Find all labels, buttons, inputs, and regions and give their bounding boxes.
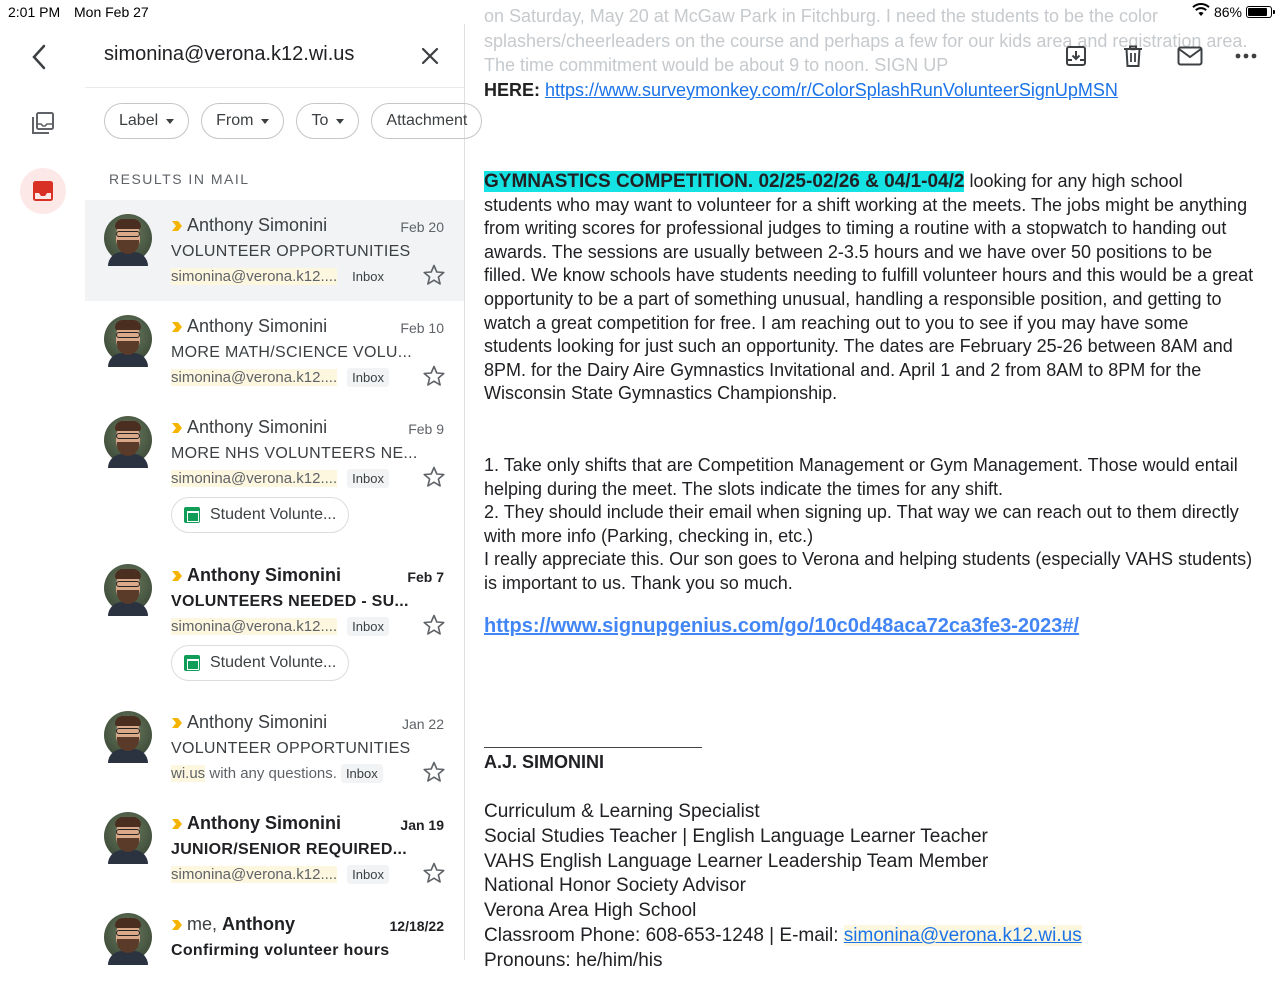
inbox-label-badge: Inbox	[341, 764, 383, 783]
signature-title: Social Studies Teacher | English Language Learner Teacher	[484, 825, 988, 847]
thanks-text: I really appreciate this. Our son goes to Verona and helping students (especially VAHS students) is important to us. Thank you so much.	[484, 549, 1253, 593]
search-input[interactable]: simonina@verona.k12.wi.us	[104, 43, 355, 65]
star-icon[interactable]	[422, 760, 446, 784]
signupgenius-link[interactable]: https://www.signupgenius.com/go/10c0d48aca72ca3fe3-2023#/	[484, 615, 1080, 637]
attachment-name: Student Volunte...	[210, 506, 337, 523]
mail-snippet: with any questions.	[205, 765, 337, 782]
star-icon[interactable]	[422, 263, 446, 287]
mail-snippet: simonina@verona.k12....	[171, 268, 338, 285]
importance-marker-icon[interactable]	[171, 570, 183, 582]
more-horizontal-icon	[1235, 53, 1257, 59]
back-button[interactable]	[24, 42, 54, 72]
results-header: RESULTS IN MAIL	[109, 171, 250, 187]
mail-date: Jan 22	[401, 716, 444, 732]
chip-label: Attachment	[386, 112, 468, 129]
sender-name: Anthony	[222, 914, 295, 934]
archive-icon	[1064, 44, 1088, 68]
sender-name: Anthony Simonini	[187, 417, 328, 437]
signup-label: HERE:	[484, 80, 546, 100]
sender	[171, 914, 295, 935]
chevron-down-icon	[261, 119, 269, 124]
chip-label: From	[216, 112, 254, 129]
gymnastics-paragraph	[484, 170, 1254, 406]
mail-list-item[interactable]	[85, 798, 464, 899]
mail-date: Feb 20	[400, 219, 444, 235]
signature-school: Verona Area High School	[484, 900, 697, 922]
chip-label: Label	[119, 112, 159, 129]
left-rail	[0, 24, 85, 960]
message-toolbar	[465, 24, 1280, 88]
inbox-icon	[31, 179, 55, 203]
importance-marker-icon[interactable]	[171, 717, 183, 729]
attachment-chip[interactable]	[171, 497, 349, 533]
inbox-label-badge: Inbox	[347, 865, 389, 884]
avatar[interactable]	[104, 315, 152, 363]
mail-snippet-row	[171, 764, 383, 783]
clear-search-button[interactable]	[416, 42, 444, 70]
signature-title: National Honor Society Advisor	[484, 875, 746, 897]
mail-list-item[interactable]	[85, 697, 464, 798]
mail-icon	[1177, 46, 1203, 66]
status-date: Mon Feb 27	[74, 4, 149, 20]
filter-chips	[85, 88, 468, 160]
signature-contact	[484, 924, 1082, 949]
mail-subject: VOLUNTEER OPPORTUNITIES	[171, 740, 411, 757]
signature-pronouns: Pronouns: he/him/his	[484, 949, 663, 971]
gymnastics-body: looking for any high school students who may want to volunteer for a shift working at the meets. The jobs might be anything from writing scores for professional judges to timing a routine with a stopwatch to handing out awards. The sessions are usually between 2-3.5 hours and we have over 50 positions to be filled. We know schools have students needing to fulfill volunteer hours and this would be a great opportunity to be a part of something unusual, handling a responsible position, and getting to watch a great competition for free. I am reaching out to you to see if you may have some students looking for just such an opportunity. The dates are February 25-26 between 8AM and 8PM. for the Dairy Aire Gymnastics Invitational and. April 1 and 2 from 8AM to 8PM for the Wisconsin State Gymnastics Championship.	[484, 171, 1254, 404]
status-time: 2:01 PM	[8, 4, 61, 20]
mail-subject: VOLUNTEER OPPORTUNITIES	[171, 243, 411, 260]
filter-to-chip[interactable]	[296, 103, 359, 139]
star-icon[interactable]	[422, 364, 446, 388]
mail-list-item[interactable]	[85, 402, 464, 550]
all-mail-icon	[30, 110, 56, 136]
spreadsheet-icon	[184, 655, 200, 671]
trash-icon	[1122, 44, 1144, 68]
sender-name: Anthony Simonini	[187, 316, 328, 336]
mail-subject: Confirming volunteer hours	[171, 942, 390, 959]
status-bar	[0, 0, 1280, 24]
importance-marker-icon[interactable]	[171, 321, 183, 333]
chip-label: To	[311, 112, 329, 129]
scrolled-text-under-toolbar: on Saturday, May 20 at McGaw Park in Fitchburg. I need the students to be the color splashers/cheerleaders on the course and perhaps a few for our kids area and registration area. The time commitment would be about 9 to noon. SIGN UP	[484, 6, 1248, 75]
mail-list-item[interactable]	[85, 301, 464, 402]
wifi-icon	[1192, 3, 1210, 20]
back-arrow-icon	[31, 44, 47, 70]
instruction-item-2: 2. They should include their email when signing up. That way we can reach out to them directly with more info (Parking, checking in, etc.)	[484, 502, 1239, 546]
sender	[171, 417, 327, 438]
chevron-down-icon	[166, 119, 174, 124]
mail-snippet-row	[171, 368, 389, 387]
battery-fill	[1248, 8, 1267, 16]
signature-phone: Classroom Phone: 608-653-1248 | E-mail:	[484, 924, 844, 946]
signature-block	[484, 800, 1082, 974]
sender-name: Anthony Simonini	[187, 565, 341, 585]
inbox-label-badge: Inbox	[347, 368, 389, 387]
spreadsheet-icon	[184, 507, 200, 523]
importance-marker-icon[interactable]	[171, 919, 183, 931]
inbox-label-badge: Inbox	[347, 469, 389, 488]
surveymonkey-link[interactable]: https://www.surveymonkey.com/r/ColorSplashRunVolunteerSignUpMSN	[545, 80, 1118, 100]
attachment-name: Student Volunte...	[210, 654, 337, 671]
mail-subject: JUNIOR/SENIOR REQUIRED...	[171, 841, 407, 858]
signature-email-link[interactable]: simonina@verona.k12.wi.us	[843, 924, 1082, 946]
signature-title: Curriculum & Learning Specialist	[484, 801, 760, 822]
sender	[171, 712, 327, 733]
mail-snippet: simonina@verona.k12....	[171, 369, 338, 386]
instructions-block	[484, 454, 1254, 596]
sender-name: Anthony Simonini	[187, 813, 341, 833]
instruction-item-1: 1. Take only shifts that are Competition Management or Gym Management. Those would entail helping during the meet. The slots indicate the times for any shift.	[484, 455, 1238, 499]
delete-button[interactable]	[1119, 42, 1147, 70]
more-options-button[interactable]	[1232, 42, 1260, 70]
importance-marker-icon[interactable]	[171, 422, 183, 434]
star-icon[interactable]	[422, 465, 446, 489]
mail-snippet: simonina@verona.k12....	[171, 470, 338, 487]
avatar[interactable]	[104, 564, 152, 612]
mail-snippet-row	[171, 865, 389, 884]
avatar[interactable]	[104, 711, 152, 759]
close-icon	[421, 47, 439, 65]
signature-title: VAHS English Language Learner Leadership Team Member	[484, 850, 989, 872]
sender-name: Anthony Simonini	[187, 215, 328, 235]
mail-date: 12/18/22	[389, 918, 444, 934]
mail-snippet: simonina@verona.k12....	[171, 866, 338, 883]
importance-marker-icon[interactable]	[171, 220, 183, 232]
mail-snippet-row	[171, 469, 389, 488]
signup-link-line	[484, 80, 1118, 100]
mail-snippet-highlight: wi.us	[171, 765, 206, 782]
mail-date: Jan 19	[400, 817, 444, 833]
importance-marker-icon[interactable]	[171, 818, 183, 830]
star-icon[interactable]	[422, 861, 446, 885]
search-bar	[85, 24, 464, 88]
avatar[interactable]	[104, 214, 152, 262]
inbox-label-badge: Inbox	[347, 267, 389, 286]
mail-subject: MORE NHS VOLUNTEERS NE...	[171, 445, 418, 462]
avatar[interactable]	[104, 812, 152, 860]
sender-prefix: me,	[187, 914, 223, 934]
mail-list-item[interactable]	[85, 550, 464, 697]
mail-subject: VOLUNTEERS NEEDED - SU...	[171, 593, 409, 610]
message-reading-pane	[465, 0, 1280, 971]
inbox-label-badge: Inbox	[347, 617, 389, 636]
chevron-down-icon	[336, 119, 344, 124]
mail-list-item[interactable]	[85, 899, 464, 1000]
avatar[interactable]	[104, 416, 152, 464]
star-icon[interactable]	[422, 613, 446, 637]
sender-name: Anthony Simonini	[187, 712, 328, 732]
signature-name: A.J. SIMONINI	[484, 752, 605, 772]
mail-date: Feb 9	[408, 421, 444, 437]
rail-inbox-button[interactable]	[20, 168, 66, 214]
sender	[171, 565, 341, 586]
mail-date: Feb 7	[407, 569, 444, 585]
gymnastics-heading: GYMNASTICS COMPETITION. 02/25-02/26 & 04/1-04/2	[484, 171, 965, 192]
filter-label-chip[interactable]	[104, 103, 189, 139]
mail-snippet: simonina@verona.k12....	[171, 618, 338, 635]
mail-list-item[interactable]	[85, 200, 464, 301]
signature-divider	[484, 747, 702, 748]
mark-unread-button[interactable]	[1176, 42, 1204, 70]
sender	[171, 316, 327, 337]
mail-subject: MORE MATH/SCIENCE VOLU...	[171, 344, 413, 361]
battery-icon	[1246, 6, 1272, 18]
search-results-panel	[85, 24, 468, 960]
status-right	[1192, 3, 1272, 20]
battery-percent: 86%	[1213, 3, 1242, 20]
mail-date: Feb 10	[400, 320, 444, 336]
mail-snippet-row	[171, 267, 389, 286]
rail-all-mail-button[interactable]	[20, 100, 66, 146]
avatar[interactable]	[104, 913, 152, 961]
filter-from-chip[interactable]	[201, 103, 284, 139]
mail-snippet-row	[171, 617, 389, 636]
sender	[171, 215, 327, 236]
archive-button[interactable]	[1062, 42, 1090, 70]
sender	[171, 813, 341, 834]
attachment-chip[interactable]	[171, 645, 349, 681]
